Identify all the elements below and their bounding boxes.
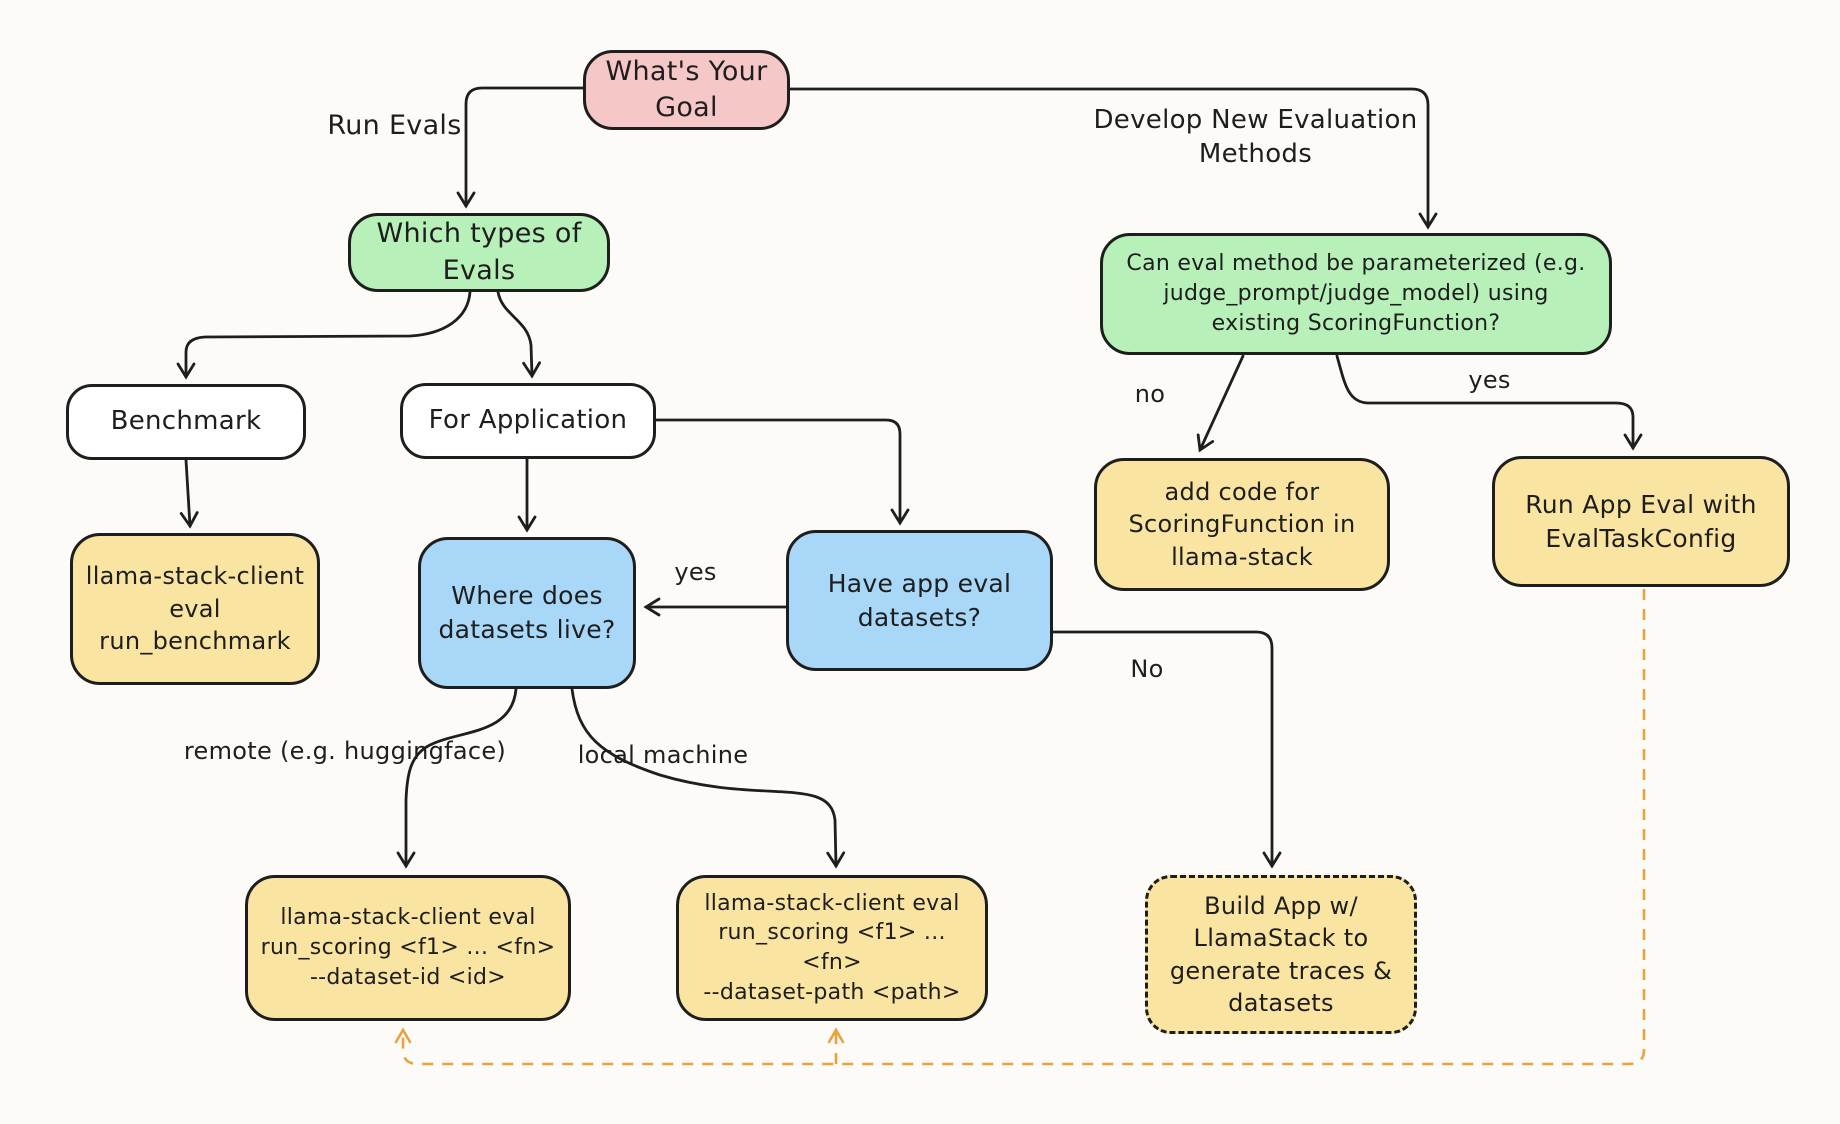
node-text-line: Evals [442, 254, 516, 286]
node-text-line: judge_prompt/judge_model) using [1163, 281, 1549, 307]
node-add-code-scoringfunction [1094, 458, 1390, 591]
node-text-line: eval run_benchmark [99, 594, 291, 656]
node-text-line: --dataset-id <id> [309, 964, 507, 990]
node-text-line: For Application [428, 405, 628, 436]
node-text-line: datasets [1228, 988, 1334, 1017]
node-text-line: Where does [451, 581, 603, 611]
label-remote-huggingface: remote (e.g. huggingface) [183, 737, 507, 766]
label-develop-new-evaluation-methods [1088, 101, 1423, 175]
node-text-line: Can eval method be parameterized (e.g. [1126, 251, 1586, 277]
label-yes-right: yes [1468, 366, 1511, 395]
node-text-line: generate traces & [1169, 956, 1393, 985]
label-run-evals: Run Evals [327, 110, 462, 142]
node-text-line: datasets? [857, 602, 982, 632]
arrow-which-types-to-benchmark [186, 292, 470, 377]
node-where-does-datasets-live [418, 537, 636, 689]
label-no: no [1134, 380, 1166, 409]
label-text-line: Develop New Evaluation [1093, 105, 1418, 136]
node-text-line: ScoringFunction in [1128, 510, 1356, 539]
node-text-line: run_scoring <f1> ... <fn> [260, 935, 556, 961]
node-can-eval-method-be-parameterized [1100, 233, 1612, 355]
node-text-line: llama-stack-client eval [704, 890, 960, 916]
node-text-line: --dataset-path <path> [703, 979, 961, 1005]
node-text-line: run_scoring <f1> ... <fn> [718, 920, 946, 975]
node-text-line: datasets live? [438, 615, 616, 644]
label-yes-middle: yes [674, 558, 717, 587]
node-which-types-of-evals [348, 213, 610, 292]
node-text-line: EvalTaskConfig [1545, 523, 1737, 553]
node-text-line: llama-stack-client eval [280, 905, 536, 931]
node-build-app-llamastack [1145, 875, 1417, 1034]
node-run-scoring-dataset-path [676, 875, 988, 1021]
node-text-line: Build App w/ [1204, 891, 1358, 920]
label-no-middle: No [1130, 655, 1164, 684]
node-text-line: Benchmark [110, 406, 262, 437]
node-text-line: Have app eval [827, 568, 1012, 598]
node-text-line: llama-stack-client [85, 562, 305, 591]
arrow-where-datasets-remote-to-dataset-id [406, 689, 516, 866]
node-text-line: Run App Eval with [1525, 489, 1757, 519]
node-text-line: llama-stack [1171, 542, 1313, 571]
node-benchmark [66, 384, 306, 460]
node-whats-your-goal [583, 50, 790, 130]
node-text-line: LlamaStack to [1193, 924, 1369, 953]
node-have-app-eval-datasets [786, 530, 1053, 671]
node-text-line: What's Your [605, 55, 768, 87]
node-for-application [400, 383, 656, 459]
node-text-line: existing ScoringFunction? [1211, 310, 1501, 336]
label-local-machine: local machine [577, 741, 749, 770]
arrow-parameterized-no-to-add-code [1200, 356, 1243, 450]
node-text-line: Goal [655, 92, 718, 123]
node-text-line: add code for [1164, 477, 1320, 506]
arrow-goal-to-which-types [466, 88, 583, 206]
arrow-benchmark-to-run-benchmark [186, 460, 190, 526]
arrow-where-datasets-local-to-dataset-path [572, 689, 836, 866]
node-text-line: Which types of [376, 218, 582, 250]
label-text-line: Methods [1198, 139, 1313, 169]
node-run-app-eval-evaltaskconfig [1492, 456, 1790, 587]
node-run-scoring-dataset-id [245, 875, 571, 1021]
arrow-which-types-to-for-application [498, 292, 532, 376]
arrow-for-application-to-have-datasets [656, 420, 900, 523]
node-run-benchmark-command [70, 533, 320, 685]
